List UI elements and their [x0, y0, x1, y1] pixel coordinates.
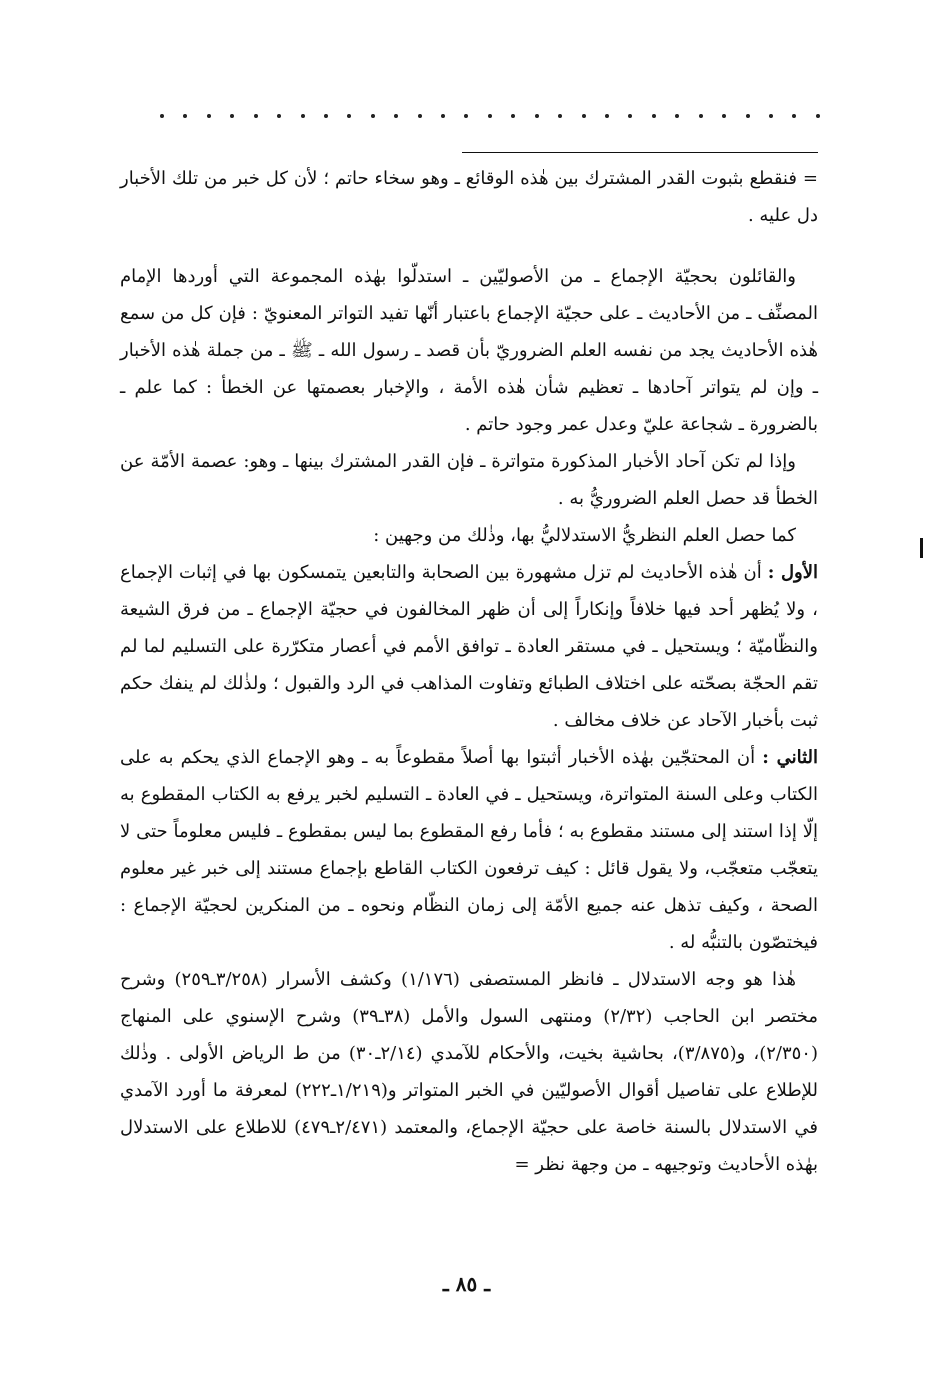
page-number: ـ ٨٥ ـ — [442, 1272, 491, 1296]
paragraph-two-ways: كما حصل العلم النظريُّ الاستدلاليُّ بها، وذٰلك من وجهين : — [373, 525, 796, 546]
paragraph-second-way — [120, 739, 818, 961]
footnote-continuation: = فنقطع بثبوت القدر المشترك بين هٰذه الوقائع ـ وهو سخاء حاتم ؛ لأن كل خبر من تلك الأخبار دل عليه . — [120, 168, 818, 226]
footnote-rule — [462, 152, 818, 153]
footnote-body — [120, 160, 818, 1183]
second-way-text: أن المحتجّين بهٰذه الأخبار أثبتوا بها أصلاً مقطوعاً به ـ وهو الإجماع الذي يحكم به على الكتاب وعلى السنة المتواترة، ويستحيل ـ في العادة ـ التسليم لخبر يرفع به الكتاب المقطوع به إلّا إذا استند إلى مستند مقطوع به ؛ فأما رفع المقطوع بما ليس بمقطوع ـ فليس معلوماً حتى لا يتعجّب متعجّب، ولا يقول قائل : كيف ترفعون الكتاب القاطع بإجماع مستند إلى خبر غير معلوم الصحة ، وكيف تذهل عنه جميع الأمّة إلى زمان النظّام ونحوه ـ من المنكرين لحجيّة الإجماع : فيختصّون بالتنبُّه له . — [120, 747, 818, 953]
margin-mark — [920, 538, 923, 558]
paragraph-first-way — [120, 554, 818, 739]
paragraph-references: هٰذا هو وجه الاستدلال ـ فانظر المستصفى (١/١٧٦) وكشف الأسرار (٣/٢٥٨ـ٢٥٩) وشرح مختصر ابن الحاجب (٢/٣٢) ومنتهى السول والأمل (٣٨ـ٣٩) وشرح الإسنوي على المنهاج (٢/٣٥٠)، و(٣/٨٧٥)، بحاشية بخيت، والأحكام للآمدي (٢/١٤ـ٣٠) من ط الرياض الأولى . وذٰلك للإطلاع على تفاصيل أقوال الأصوليّين في الخبر المتواتر و(١/٢١٩ـ٢٢٢) لمعرفة ما أورد الآمدي في الاستدلال بالسنة خاصة على حجيّة الإجماع، والمعتمد (٢/٤٧١ـ٤٧٩) للاطلاع على الاستدلال بهٰذه الأحاديث وتوجيهه ـ من وجهة نظر = — [120, 969, 819, 1175]
first-way-label: الأول : — [767, 562, 818, 583]
second-way-label: الثاني : — [762, 747, 818, 768]
paragraph-consensus: وإذا لم تكن آحاد الأخبار المذكورة متواترة ـ فإن القدر المشترك بينها ـ وهو: عصمة الأمّة عن الخطأ قد حصل العلم الضروريُّ به . — [120, 451, 818, 509]
dotted-separator — [160, 114, 820, 118]
first-way-text: أن هٰذه الأحاديث لم تزل مشهورة بين الصحابة والتابعين يتمسكون بها في إثبات الإجماع ، ولا يُظهر أحد فيها خلافاً وإنكاراً إلى أن ظهر المخالفون في حجيّة الإجماع ـ من فرق الشيعة والنظّاميّة ؛ ويستحيل ـ في مستقر العادة ـ توافق الأمم في أعصار متكرّرة على التسليم لما لم تقم الحجّة بصحّته على اختلاف الطبائع وتفاوت المذاهب في الرد والقبول ؛ ولذٰلك لم ينفك حكم ثبت بأخبار الآحاد عن خلاف مخالف . — [120, 562, 818, 731]
paragraph-intro: والقائلون بحجيّة الإجماع ـ من الأصوليّين ـ استدلّوا بهٰذه المجموعة التي أوردها الإمام المصنِّف ـ من الأحاديث ـ على حجيّة الإجماع باعتبار أنّها تفيد التواتر المعنويّ : فإن كل من سمع هٰذه الأحاديث يجد من نفسه العلم الضروريّ بأن قصد ـ رسول الله ـ ﷺ ـ من جملة هٰذه الأخبار ـ وإن لم يتواتر آحادها ـ تعظيم شأن هٰذه الأمة ، والإخبار بعصمتها عن الخطأ : كما علم ـ بالضرورة ـ شجاعة عليّ وعدل عمر وجود حاتم . — [120, 266, 818, 435]
